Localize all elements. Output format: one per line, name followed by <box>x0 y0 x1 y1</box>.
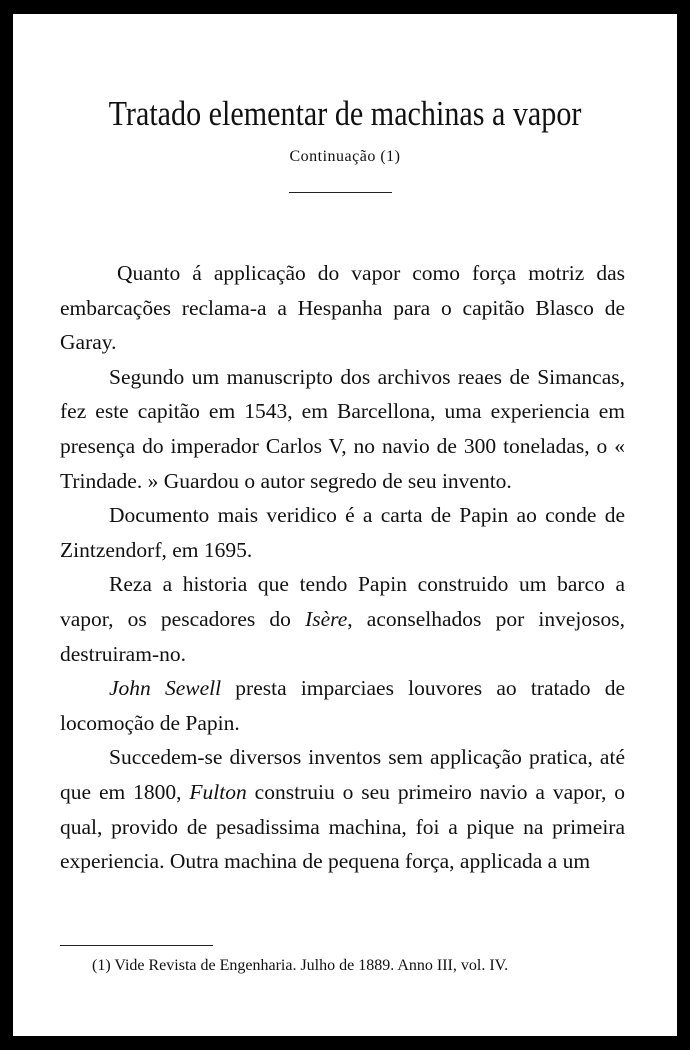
title-divider <box>289 192 392 193</box>
body-text <box>60 256 625 879</box>
page-subtitle: Continuação (1) <box>289 148 401 165</box>
paragraph-5: John Sewell presta imparciaes louvores ao tratado de locomoção de Papin. <box>60 676 625 735</box>
footnote-divider <box>60 945 213 946</box>
paragraph-3: Documento mais veridico é a carta de Papin ao conde de Zintzendorf, em 1695. <box>60 503 625 562</box>
paragraph-1: Quanto á applicação do vapor como força motriz das embarcações reclama-a a Hespanha para o capitão Blasco de Garay. <box>60 261 625 355</box>
document-page <box>13 14 677 1036</box>
page-title: Tratado elementar de machinas a vapor <box>108 94 582 133</box>
footnote: (1) Vide Revista de Engenharia. Julho de 1889. Anno III, vol. IV. <box>92 957 509 974</box>
paragraph-6: Succedem-se diversos inventos sem applicação pratica, até que em 1800, Fulton construiu o seu primeiro navio a vapor, o qual, provido de pesadissima machina, foi a pique na primeira experiencia. Outra machina de pequena força, applicada a um <box>60 745 626 874</box>
paragraph-4: Reza a historia que tendo Papin construido um barco a vapor, os pescadores do Isère, aconselhados por invejosos, destruiram-no. <box>60 572 626 666</box>
paragraph-2: Segundo um manuscripto dos archivos reaes de Simancas, fez este capitão em 1543, em Barcellona, uma experiencia em presença do imperador Carlos V, no navio de 300 toneladas, o « Trindade. » Guardou o autor segredo de seu invento. <box>60 364 625 493</box>
